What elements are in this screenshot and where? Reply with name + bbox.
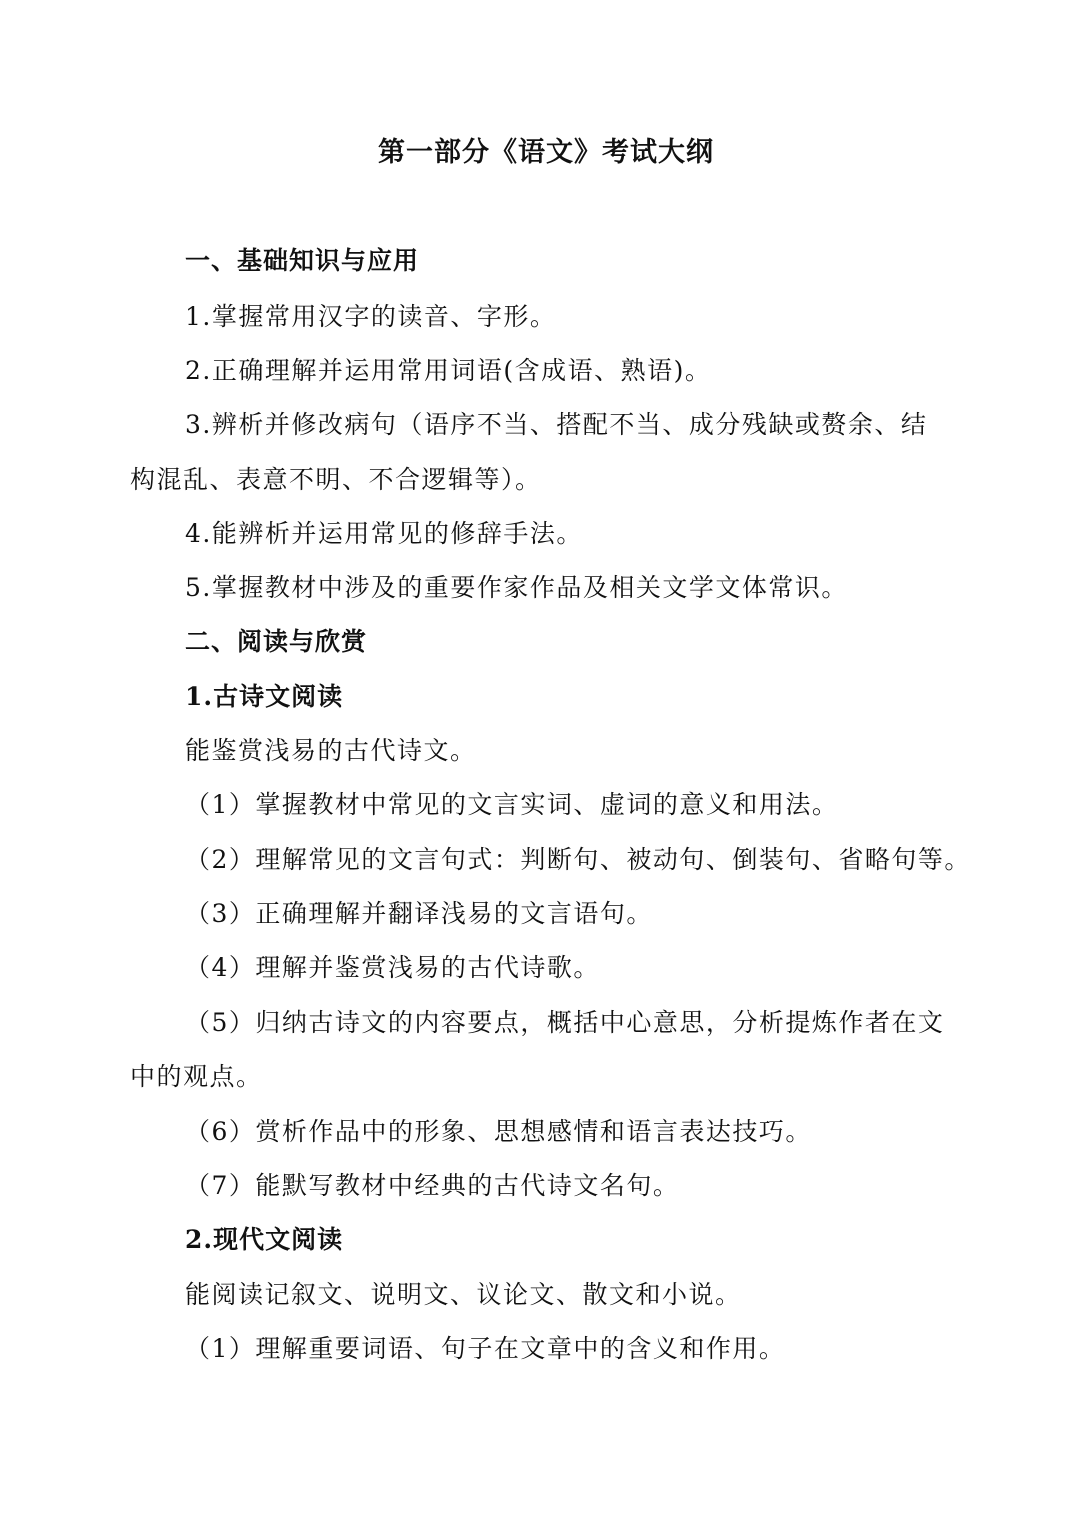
list-item-continuation: 中的观点。 [130, 1062, 263, 1091]
subsection-heading-modern: 2.现代文阅读 [185, 1225, 344, 1254]
list-item: 3.辨析并修改病句（语序不当、搭配不当、成分残缺或赘余、结 [185, 410, 928, 439]
paragraph: 能阅读记叙文、说明文、议论文、散文和小说。 [185, 1280, 742, 1309]
list-item: 4.能辨析并运用常见的修辞手法。 [185, 519, 583, 548]
list-item: 5.掌握教材中涉及的重要作家作品及相关文学文体常识。 [185, 573, 848, 602]
list-item: （3）正确理解并翻译浅易的文言语句。 [185, 899, 653, 928]
page-title: 第一部分《语文》考试大纲 [378, 137, 714, 168]
list-item: 2.正确理解并运用常用词语(含成语、熟语)。 [185, 356, 712, 385]
list-item: （1）理解重要词语、句子在文章中的含义和作用。 [185, 1334, 786, 1363]
list-item: （4）理解并鉴赏浅易的古代诗歌。 [185, 953, 600, 982]
list-item: （5）归纳古诗文的内容要点，概括中心意思，分析提炼作者在文 [185, 1008, 945, 1037]
subsection-heading-classical: 1.古诗文阅读 [185, 682, 344, 711]
list-item: （6）赏析作品中的形象、思想感情和语言表达技巧。 [185, 1117, 812, 1146]
section-heading-reading: 二、阅读与欣赏 [185, 627, 368, 656]
list-item: （2）理解常见的文言句式：判断句、被动句、倒装句、省略句等。 [185, 845, 971, 874]
paragraph: 能鉴赏浅易的古代诗文。 [185, 736, 477, 765]
list-item: （7）能默写教材中经典的古代诗文名句。 [185, 1171, 680, 1200]
list-item: 1.掌握常用汉字的读音、字形。 [185, 302, 557, 331]
section-heading-basic-knowledge: 一、基础知识与应用 [185, 246, 420, 275]
list-item-continuation: 构混乱、表意不明、不合逻辑等）。 [130, 465, 542, 494]
list-item: （1）掌握教材中常见的文言实词、虚词的意义和用法。 [185, 790, 839, 819]
